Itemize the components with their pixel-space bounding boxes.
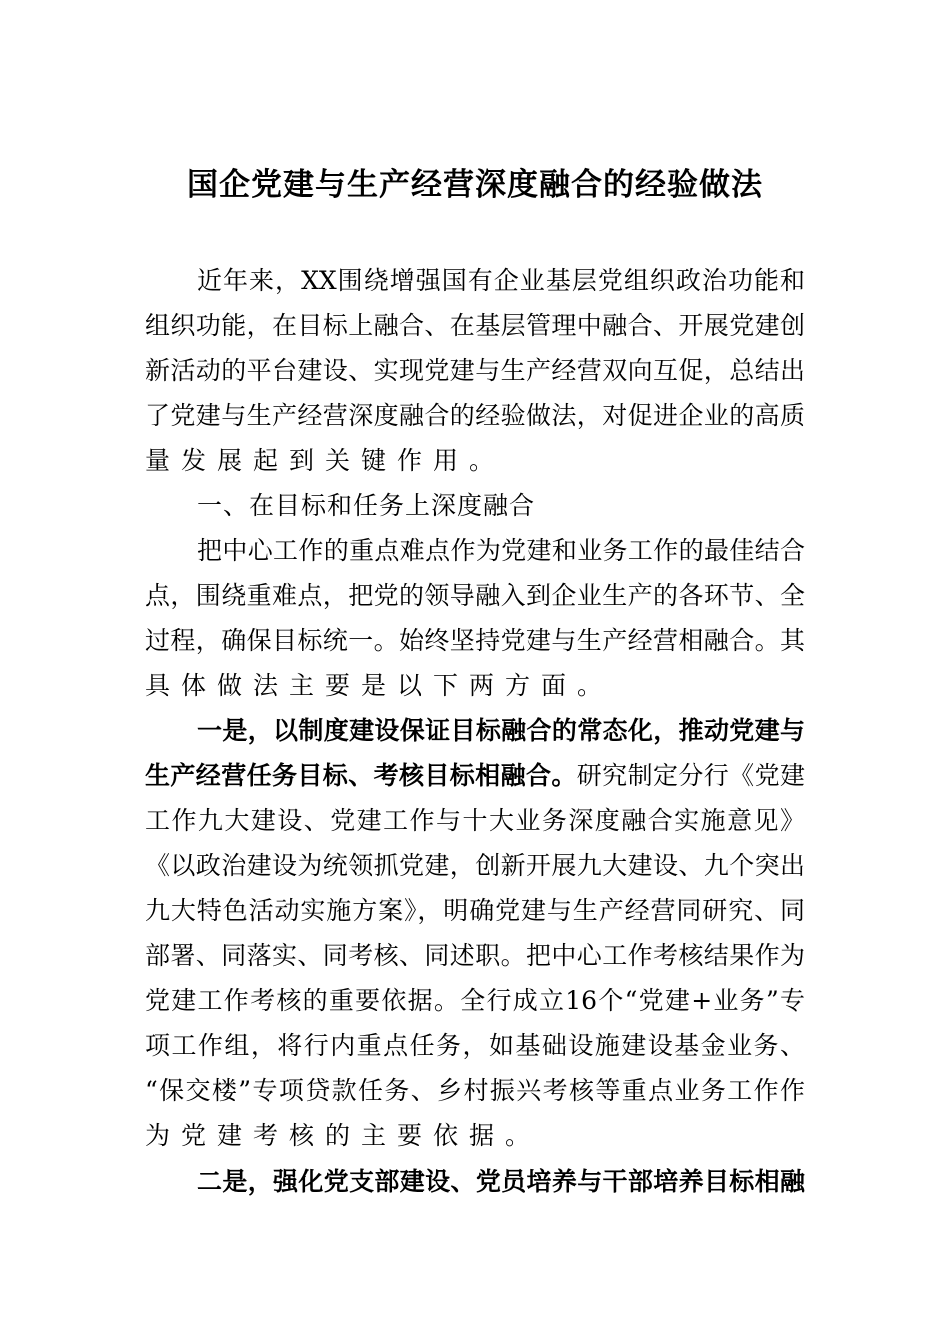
paragraph-line: 点，围绕重难点，把党的领导融入到企业生产的各环节、全 [145, 581, 805, 610]
paragraph-line: 具体做法主要是以下两方面。 [145, 671, 614, 700]
bold-lead-line: 一是，以制度建设保证目标融合的常态化，推动党建与 [197, 716, 805, 745]
paragraph-line: 党建工作考核的重要依据。全行成立16个“党建+业务”专 [145, 986, 805, 1015]
bold-lead-text: 生产经营任务目标、考核目标相融合。 [145, 761, 577, 790]
paragraph-line: 组织功能，在目标上融合、在基层管理中融合、开展党建创 [145, 311, 805, 340]
paragraph-line: 近年来，XX围绕增强国有企业基层党组织政治功能和 [197, 266, 805, 295]
document-title: 国企党建与生产经营深度融合的经验做法 [187, 167, 763, 203]
paragraph-line: 把中心工作的重点难点作为党建和业务工作的最佳结合 [197, 536, 805, 565]
paragraph-line: 项工作组，将行内重点任务，如基础设施建设基金业务、 [145, 1031, 805, 1060]
paragraph-line: 《以政治建设为统领抓党建，创新开展九大建设、九个突出 [145, 851, 805, 880]
paragraph-line: “保交楼”专项贷款任务、乡村振兴考核等重点业务工作作 [145, 1076, 805, 1105]
paragraph-line: 了党建与生产经营深度融合的经验做法，对促进企业的高质 [145, 401, 805, 430]
paragraph-line: 工作九大建设、党建工作与十大业务深度融合实施意见》 [145, 806, 805, 835]
paragraph-line: 为党建考核的主要依据。 [145, 1121, 542, 1150]
bold-lead-line: 二是，强化党支部建设、党员培养与干部培养目标相融 [197, 1167, 805, 1196]
section-heading: 一、在目标和任务上深度融合 [197, 491, 536, 520]
paragraph-line: 新活动的平台建设、实现党建与生产经营双向互促，总结出 [145, 356, 805, 385]
paragraph-line: 量发展起到关键作用。 [145, 446, 506, 475]
paragraph-line: 部署、同落实、同考核、同述职。把中心工作考核结果作为 [145, 941, 805, 970]
paragraph-line: 过程，确保目标统一。始终坚持党建与生产经营相融合。其 [145, 626, 805, 655]
paragraph-line [145, 753, 805, 798]
paragraph-text: 研究制定分行《党建 [576, 761, 805, 790]
paragraph-line: 九大特色活动实施方案》，明确党建与生产经营同研究、同 [145, 896, 805, 925]
